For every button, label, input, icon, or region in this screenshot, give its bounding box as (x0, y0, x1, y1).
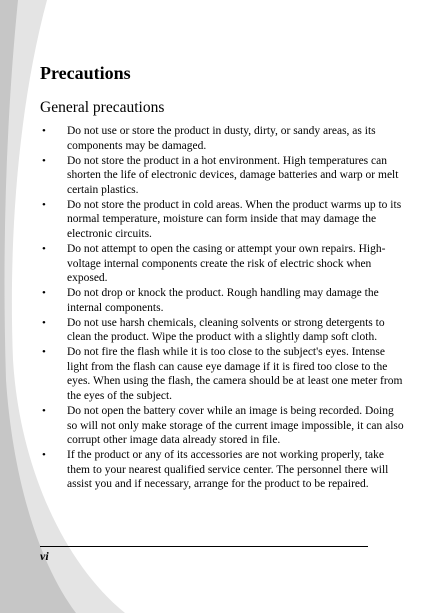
list-item (40, 448, 405, 492)
bullet-icon: • (42, 198, 46, 211)
list-item (40, 345, 405, 403)
section-title: General precautions (40, 99, 165, 116)
footer-divider (40, 546, 368, 547)
bullet-icon: • (42, 242, 46, 255)
list-item-text: If the product or any of its accessories are not working properly, take them to your nearest qualified service center. The personnel there will assist you and if necessary, arrange for the product to be repaired. (67, 449, 389, 491)
list-item-text: Do not store the product in a hot environment. High temperatures can shorten the life of electronic devices, damage batteries and warp or melt certain plastics. (67, 154, 399, 196)
precautions-list (40, 124, 405, 492)
list-item-text: Do not attempt to open the casing or attempt your own repairs. High-voltage internal components create the risk of electric shock when exposed. (67, 242, 386, 285)
list-item-text: Do not drop or knock the product. Rough handling may damage the internal components. (67, 287, 379, 314)
bullet-icon: • (42, 346, 46, 359)
list-item (40, 286, 405, 315)
page-number: vi (40, 549, 49, 563)
page-title: Precautions (40, 63, 131, 83)
bullet-icon: • (42, 449, 46, 462)
list-item (40, 198, 405, 242)
list-item (40, 242, 405, 286)
list-item-text: Do not open the battery cover while an image is being recorded. Doing so will not only make storage of the current image impossible, it can also corrupt other image data already stored in file. (67, 405, 404, 447)
bullet-icon: • (42, 287, 46, 300)
bullet-icon: • (42, 125, 46, 137)
bullet-icon: • (42, 316, 46, 329)
bullet-icon: • (42, 405, 46, 418)
bullet-icon: • (42, 154, 46, 167)
list-item (40, 316, 405, 345)
page-content (40, 58, 405, 492)
list-item (40, 154, 405, 198)
list-item-text: Do not use harsh chemicals, cleaning solvents or strong detergents to clean the product. Wipe the product with a slightly damp soft cloth. (67, 316, 385, 344)
list-item-text: Do not use or store the product in dusty, dirty, or sandy areas, as its components may be damaged. (67, 125, 376, 152)
list-item (40, 124, 405, 153)
list-item (40, 404, 405, 448)
list-item-text: Do not fire the flash while it is too close to the subject's eyes. Intense light from the flash can cause eye damage if it is fired too close to the eyes. When using the flash, the camera should be at least one meter from the eyes of the subject. (67, 346, 403, 403)
list-item-text: Do not store the product in cold areas. When the product warms up to its normal temperature, moisture can form inside that may damage the electronic circuits. (67, 198, 402, 240)
